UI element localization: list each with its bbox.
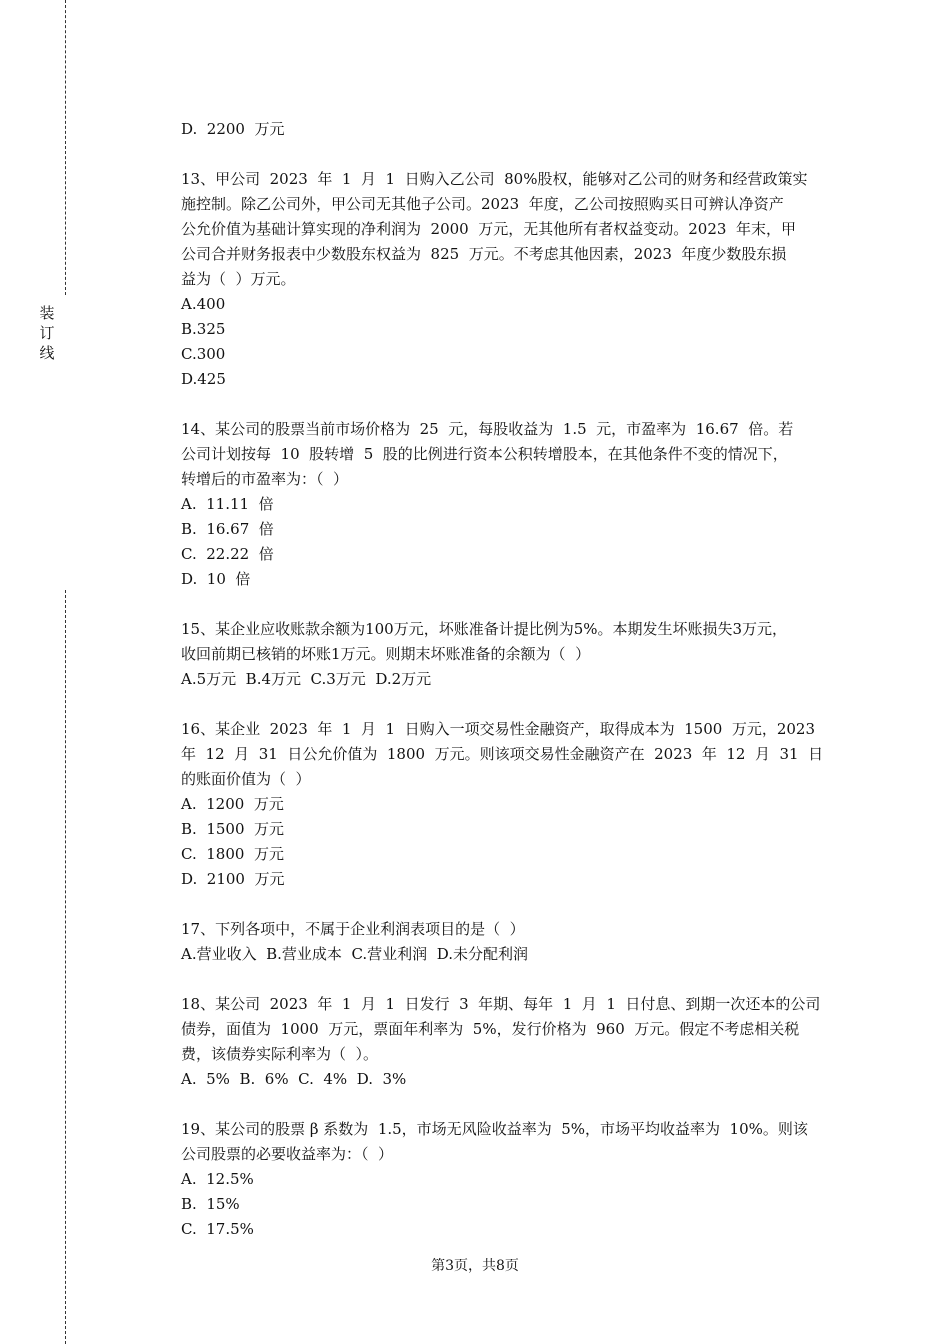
option-a: A. 12.5% <box>181 1170 254 1188</box>
stem-line: 13、甲公司 2023 年 1 月 1 日购入乙公司 80%股权，能够对乙公司的财务和经营政策实 <box>181 170 808 188</box>
question-16 <box>181 717 843 892</box>
question-stem <box>181 1117 843 1167</box>
binding-dashed-line-bottom <box>65 590 66 1344</box>
option-line: D. 2200 万元 <box>181 120 285 138</box>
option-c: C. 17.5% <box>181 1220 254 1238</box>
stem-line: 公司计划按每 10 股转增 5 股的比例进行资本公积转增股本，在其他条件不变的情况下， <box>181 445 788 463</box>
stem-line: 公司股票的必要收益率为：（ ） <box>181 1145 394 1163</box>
stem-line: 公允价值为基础计算实现的净利润为 2000 万元，无其他所有者权益变动。2023 年末，甲 <box>181 220 796 238</box>
question-14 <box>181 417 843 592</box>
stem-line: 14、某公司的股票当前市场价格为 25 元，每股收益为 1.5 元，市盈率为 16.67 倍。若 <box>181 420 794 438</box>
question-stem <box>181 717 843 792</box>
stem-line: 16、某企业 2023 年 1 月 1 日购入一项交易性金融资产，取得成本为 1500 万元，2023 <box>181 720 815 738</box>
question-stem <box>181 167 843 292</box>
option-a: A. 1200 万元 <box>181 795 284 813</box>
option-d: D. 2100 万元 <box>181 870 285 888</box>
question-18 <box>181 992 843 1092</box>
options-inline: A.5万元 B.4万元 C.3万元 D.2万元 <box>181 670 432 688</box>
stem-line: 益为（ ）万元。 <box>181 270 296 288</box>
question-stem <box>181 617 843 667</box>
question-stem <box>181 917 843 942</box>
stem-line: 17、下列各项中，不属于企业利润表项目的是（ ） <box>181 920 525 938</box>
option-c: C.300 <box>181 345 226 363</box>
option-d: D.425 <box>181 370 226 388</box>
stem-line: 年 12 月 31 日公允价值为 1800 万元。则该项交易性金融资产在 2023 年 12 月 31 日 <box>181 745 824 763</box>
stem-line: 施控制。除乙公司外，甲公司无其他子公司。2023 年度，乙公司按照购买日可辨认净资产 <box>181 195 784 213</box>
option-d: D. 10 倍 <box>181 570 251 588</box>
option-b: B.325 <box>181 320 226 338</box>
option-a: A. 11.11 倍 <box>181 495 274 513</box>
question-12-fragment <box>181 117 843 142</box>
stem-line: 的账面价值为（ ） <box>181 770 311 788</box>
stem-line: 转增后的市盈率为：（ ） <box>181 470 349 488</box>
binding-label <box>37 303 57 363</box>
option-b: B. 16.67 倍 <box>181 520 274 538</box>
question-stem <box>181 417 843 492</box>
question-13 <box>181 167 843 392</box>
page-number: 第3页，共8页 <box>431 1258 519 1274</box>
stem-line: 费，该债券实际利率为（ ）。 <box>181 1045 379 1063</box>
question-15 <box>181 617 843 692</box>
question-17 <box>181 917 843 967</box>
binding-label-char: 订 <box>39 324 55 342</box>
stem-line: 收回前期已核销的坏账1万元。则期末坏账准备的余额为（ ） <box>181 645 591 663</box>
stem-line: 18、某公司 2023 年 1 月 1 日发行 3 年期、每年 1 月 1 日付息、到期一次还本的公司 <box>181 995 821 1013</box>
binding-dashed-line-top <box>65 0 66 295</box>
exam-content <box>181 117 843 1242</box>
question-19 <box>181 1117 843 1242</box>
binding-label-char: 线 <box>39 344 55 362</box>
option-c: C. 1800 万元 <box>181 845 284 863</box>
option-b: B. 15% <box>181 1195 240 1213</box>
stem-line: 19、某公司的股票 β 系数为 1.5，市场无风险收益率为 5%，市场平均收益率为 10%。则该 <box>181 1120 808 1138</box>
option-c: C. 22.22 倍 <box>181 545 274 563</box>
options-inline: A. 5% B. 6% C. 4% D. 3% <box>181 1070 407 1088</box>
stem-line: 15、某企业应收账款余额为100万元，坏账准备计提比例为5%。本期发生坏账损失3万元， <box>181 620 788 638</box>
option-b: B. 1500 万元 <box>181 820 285 838</box>
question-stem <box>181 992 843 1067</box>
options-inline: A.营业收入 B.营业成本 C.营业利润 D.未分配利润 <box>181 945 528 963</box>
stem-line: 债券，面值为 1000 万元，票面年利率为 5%，发行价格为 960 万元。假定不考虑相关税 <box>181 1020 800 1038</box>
option-a: A.400 <box>181 295 226 313</box>
binding-label-char: 装 <box>39 304 55 322</box>
stem-line: 公司合并财务报表中少数股东权益为 825 万元。不考虑其他因素，2023 年度少数股东损 <box>181 245 787 263</box>
